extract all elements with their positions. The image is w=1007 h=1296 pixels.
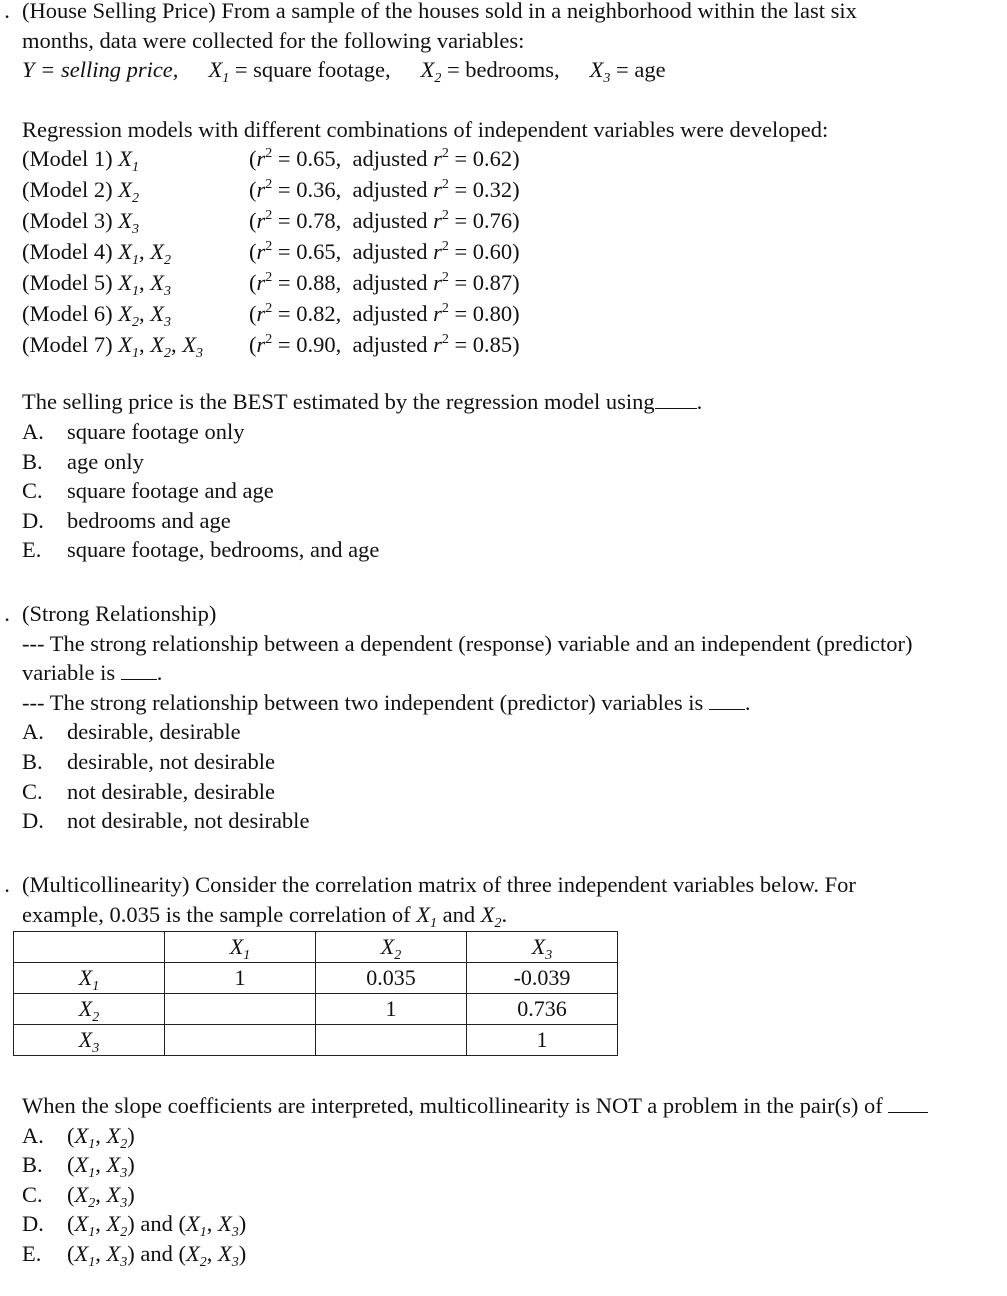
model-list [22,144,1007,361]
model-stats: ($r^2 = 0.65$, adjusted $r^2 = 0.62$) [249,146,520,172]
table-cell: 1 [316,994,467,1025]
option-letter: D. [22,1211,44,1237]
option-text: not desirable, not desirable [67,808,310,834]
model-vars: $X_1$, $X_2$ [118,239,171,269]
adjusted-r-squared-value: 0.76 [472,208,513,234]
model-stats: ($r^2 = 0.90$, adjusted $r^2 = 0.85$) [249,332,520,358]
table-cell: 0.736 [467,994,618,1025]
option-b[interactable] [22,1150,1007,1180]
table-row [14,994,618,1025]
question-house-selling-price [4,0,1007,565]
correlation-matrix [13,931,618,1056]
option-c[interactable] [22,476,1007,506]
model-label: (Model 1) $X_1$ [22,146,139,176]
var-x3-name: X [589,57,604,83]
question-multicollinearity-prompt [22,1091,1007,1269]
model-vars: $X_1$, $X_2$, $X_3$ [118,332,203,362]
option-b[interactable] [22,747,1007,777]
option-list [22,717,1007,835]
r-squared-value: 0.65 [296,239,336,265]
var-x3-def: = age [610,57,666,83]
model-vars: $X_2$, $X_3$ [118,301,171,331]
model-stats: ($r^2 = 0.36$, adjusted $r^2 = 0.32$) [249,177,520,203]
regression-intro: Regression models with different combinations of independent variables were developed: [22,116,829,142]
answer-blank[interactable] [888,1092,928,1113]
var-x1-def: = square footage, [229,57,391,83]
table-cell: $X_2$ [14,994,165,1025]
option-letter: D. [22,808,44,834]
question-bullet: . [4,0,10,23]
question-prompt-text: The selling price is the BEST estimated by the regression model using [22,389,655,415]
option-letter: C. [22,1181,43,1207]
question-text: example, 0.035 is the sample correlation of $X_1$ and $X_2$. [22,901,508,931]
table-cell: $X_1$ [14,963,165,994]
option-letter: B. [22,448,43,474]
answer-blank[interactable] [655,388,697,409]
r-squared-value: 0.78 [296,208,336,234]
adj-label: adjusted r [352,146,442,172]
r-squared-value: 0.36 [296,177,336,203]
option-letter: C. [22,778,43,804]
question-text: months, data were collected for the following variables: [22,27,525,53]
option-d[interactable] [22,806,1007,836]
option-letter: A. [22,719,44,745]
var-x2-name: X [420,57,435,83]
option-letter: C. [22,478,43,504]
model-vars: $X_1$ [118,146,139,176]
adj-label: adjusted r [352,208,442,234]
model-stats: ($r^2 = 0.65$, adjusted $r^2 = 0.60$) [249,239,520,265]
option-letter: A. [22,1122,44,1148]
question-title: (House Selling Price) From a sample of the houses sold in a neighborhood within the last six [22,0,857,23]
option-text: ($X_1$, $X_3$) [67,1152,135,1182]
question-text-part: and [442,901,476,927]
table-cell [165,1025,316,1056]
option-letter: D. [22,507,44,533]
option-text: square footage and age [67,478,274,504]
question-prompt [22,387,1007,417]
table-header-cell: $X_2$ [316,932,467,963]
r-squared-value: 0.82 [296,301,336,327]
option-text: age only [67,448,144,474]
var-x2-def: = bedrooms, [441,57,560,83]
table-row [14,963,618,994]
r-squared-value: 0.90 [296,332,336,358]
model-label: (Model 5) $X_1$, $X_3$ [22,270,171,300]
answer-blank[interactable] [121,659,157,680]
table-cell: 0.035 [316,963,467,994]
option-e[interactable] [22,1239,1007,1269]
question-title: (Multicollinearity) Consider the correlation matrix of three independent variables below. For [22,872,856,897]
question-multicollinearity [4,870,1007,931]
model-stats: ($r^2 = 0.78$, adjusted $r^2 = 0.76$) [249,208,520,234]
option-letter: A. [22,418,44,444]
adj-label: adjusted r [352,301,442,327]
var-y: Y = selling price, [22,57,179,83]
model-label: (Model 7) $X_1$, $X_2$, $X_3$ [22,332,203,362]
var-x2-sub: 2 [434,71,442,87]
question-strong-relationship [4,599,1007,836]
var-x2: $X_2$ [480,901,502,931]
table-header-cell: $X_3$ [467,932,618,963]
model-label: (Model 6) $X_2$, $X_3$ [22,301,171,331]
table-cell: 1 [165,963,316,994]
option-a[interactable] [22,1121,1007,1151]
adjusted-r-squared-value: 0.87 [472,270,513,296]
question-text [22,658,1007,688]
adjusted-r-squared-value: 0.80 [472,301,513,327]
question-prompt-text: When the slope coefficients are interpreted, multicollinearity is NOT a problem in the pair(s) of [22,1093,883,1118]
model-row [22,237,1007,268]
option-c[interactable] [22,1180,1007,1210]
question-text [22,688,1007,718]
question-bullet: . [4,601,10,626]
model-label: (Model 4) $X_1$, $X_2$ [22,239,171,269]
model-stats: ($r^2 = 0.82$, adjusted $r^2 = 0.80$) [249,301,520,327]
answer-blank-period: . [696,389,703,415]
model-row [22,144,1007,175]
option-c[interactable] [22,777,1007,807]
model-row [22,268,1007,299]
option-text: ($X_1$, $X_2$) and ($X_1$, $X_3$) [67,1211,247,1241]
option-e[interactable] [22,535,1007,565]
table-row [14,1025,618,1056]
option-d[interactable] [22,1209,1007,1239]
table-cell: -0.039 [467,963,618,994]
adj-label: adjusted r [352,270,442,296]
question-text-part: example, 0.035 is the sample correlation of [22,901,411,927]
adjusted-r-squared-value: 0.85 [472,332,513,358]
answer-blank-period: . [156,660,163,686]
adjusted-r-squared-value: 0.32 [472,177,513,203]
option-a[interactable] [22,717,1007,747]
option-text: not desirable, desirable [67,778,276,804]
option-a[interactable] [22,417,1007,447]
answer-blank-period: . [744,689,751,715]
option-text: square footage, bedrooms, and age [67,537,380,563]
option-text: ($X_2$, $X_3$) [67,1181,135,1211]
question-text-part: variable is [22,660,116,686]
r-squared-value: 0.65 [296,146,336,172]
question-text-part: --- The strong relationship between two independent (predictor) variables is [22,689,704,715]
var-x3-sub: 3 [603,71,611,87]
option-b[interactable] [22,447,1007,477]
table-header-cell [14,932,165,963]
model-vars: $X_3$ [118,208,139,238]
adj-label: adjusted r [352,239,442,265]
option-letter: B. [22,1152,43,1178]
table-header-cell: $X_1$ [165,932,316,963]
option-letter: B. [22,748,43,774]
question-text: --- The strong relationship between a dependent (response) variable and an independent (predictor) [22,630,913,656]
table-cell: $X_3$ [14,1025,165,1056]
model-stats: ($r^2 = 0.88$, adjusted $r^2 = 0.87$) [249,270,520,296]
var-x1: $X_1$ [416,901,438,931]
option-letter: E. [22,537,42,563]
answer-blank[interactable] [709,689,745,710]
var-x1-name: X [208,57,223,83]
adj-label: adjusted r [352,177,442,203]
model-row [22,175,1007,206]
model-row [22,206,1007,237]
option-text: desirable, not desirable [67,748,276,774]
table-header-row [14,932,618,963]
var-x1-sub: 1 [222,71,230,87]
model-vars: $X_1$, $X_3$ [118,270,171,300]
model-row [22,299,1007,330]
variable-definitions [22,55,1007,85]
option-list [22,1121,1007,1269]
adjusted-r-squared-value: 0.62 [472,146,513,172]
table-cell [316,1025,467,1056]
question-title: (Strong Relationship) [22,601,217,626]
model-vars: $X_2$ [118,177,139,207]
r-squared-value: 0.88 [296,270,336,296]
adj-label: adjusted r [352,332,442,358]
table-cell: 1 [467,1025,618,1056]
model-label: (Model 3) $X_3$ [22,208,139,238]
option-text: square footage only [67,418,245,444]
table-cell [165,994,316,1025]
question-prompt [22,1091,1007,1121]
question-bullet: . [4,872,10,897]
option-text: ($X_1$, $X_2$) [67,1122,135,1152]
option-list [22,417,1007,565]
adjusted-r-squared-value: 0.60 [472,239,513,265]
option-text: desirable, desirable [67,719,241,745]
option-d[interactable] [22,506,1007,536]
option-letter: E. [22,1240,42,1266]
option-text: ($X_1$, $X_3$) and ($X_2$, $X_3$) [67,1240,247,1270]
model-row [22,330,1007,361]
option-text: bedrooms and age [67,507,231,533]
model-label: (Model 2) $X_2$ [22,177,139,207]
